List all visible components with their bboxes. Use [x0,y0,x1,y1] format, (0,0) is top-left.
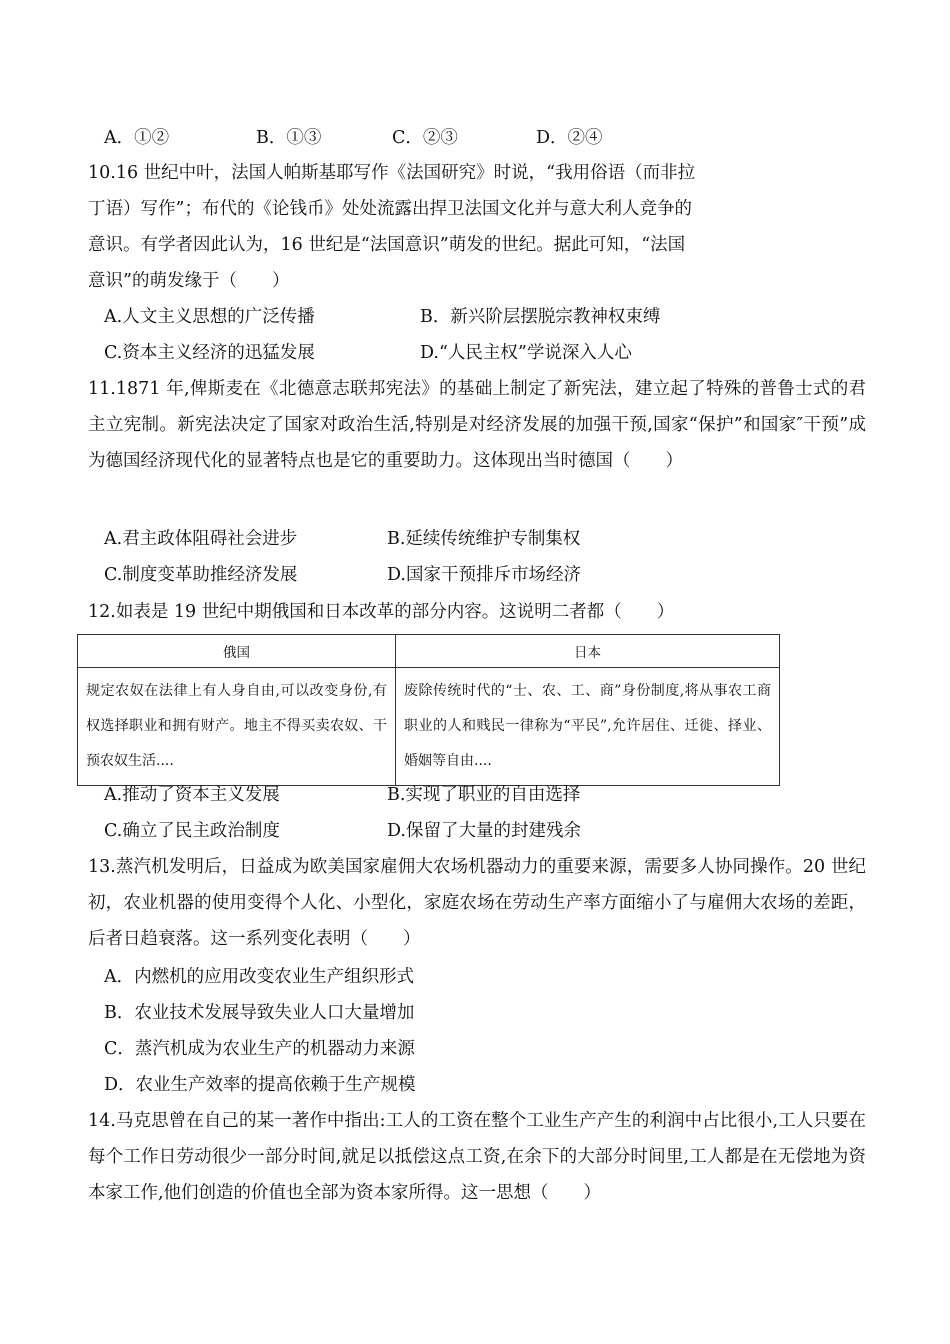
q10-option-c[interactable]: C.资本主义经济的迅猛发展 [104,343,315,363]
q13-option-d[interactable]: D．农业生产效率的提高依赖于生产规模 [104,1075,416,1095]
q13-option-c[interactable]: C．蒸汽机成为农业生产的机器动力来源 [104,1039,415,1059]
q9-option-a[interactable]: A．①② [104,128,170,148]
q10-option-b[interactable]: B．新兴阶层摆脱宗教神权束缚 [420,307,661,327]
q9-option-b[interactable]: B．①③ [256,128,322,148]
q12-option-c[interactable]: C.确立了民主政治制度 [104,821,280,841]
q11-option-a[interactable]: A.君主政体阻碍社会进步 [104,529,298,549]
table-cell-russia: 规定农奴在法律上有人身自由,可以改变身份,有权选择职业和拥有财产。地主不得买卖农奴、干预农奴生活.... [78,668,396,786]
q13-option-b[interactable]: B．农业技术发展导致失业人口大量增加 [104,1003,415,1023]
table-header-russia: 俄国 [78,635,396,668]
q10-stem-line-4: 意识”的萌发缘于（ ） [88,271,290,291]
q11-option-b[interactable]: B.延续传统维护专制集权 [387,529,581,549]
q10-option-d[interactable]: D.“人民主权”学说深入人心 [420,343,632,363]
table-cell-japan: 废除传统时代的“士、农、工、商”身份制度,将从事农工商职业的人和贱民一律称为“平民”,允许居住、迁徙、择业、婚姻等自由.... [396,668,780,786]
q11-option-d[interactable]: D.国家干预排斥市场经济 [387,565,581,585]
q12-option-d[interactable]: D.保留了大量的封建残余 [387,821,581,841]
q12-option-a[interactable]: A.推动了资本主义发展 [104,785,280,805]
q14-stem: 14.马克思曾在自己的某一著作中指出:工人的工资在整个工业生产产生的利润中占比很小,工人只要在每个工作日劳动很少一部分时间,就足以抵偿这点工资,在余下的大部分时间里,工人都是在无偿地为资本家工作,他们创造的价值也全部为资本家所得。这一思想（ ） [88,1111,866,1203]
q11-stem: 11.1871 年,俾斯麦在《北德意志联邦宪法》的基础上制定了新宪法，建立起了特殊的普鲁士式的君主立宪制。新宪法决定了国家对政治生活,特别是对经济发展的加强干预,国家“保护”和国家″干预”成为德国经济现代化的显著特点也是它的重要助力。这体现出当时德国（ ） [88,379,866,471]
table-header-row [78,635,780,668]
q10-option-a[interactable]: A.人文主义思想的广泛传播 [104,307,315,327]
q11-option-c[interactable]: C.制度变革助推经济发展 [104,565,298,585]
q12-reform-table [77,634,780,786]
table-header-japan: 日本 [396,635,780,668]
q12-option-b[interactable]: B.实现了职业的自由选择 [387,785,581,805]
table-row [78,668,780,786]
q9-option-d[interactable]: D．②④ [536,128,603,148]
q13-stem: 13.蒸汽机发明后，日益成为欧美国家雇佣大农场机器动力的重要来源，需要多人协同操作。20 世纪初，农业机器的使用变得个人化、小型化，家庭农场在劳动生产率方面缩小了与雇佣大农场的差距，后者日趋衰落。这一系列变化表明（ ） [88,857,866,949]
q10-stem-line-1: 10.16 世纪中叶，法国人帕斯基耶写作《法国研究》时说，“我用俗语（而非拉 [88,163,696,183]
q10-stem-line-2: 丁语）写作”；布代的《论钱币》处处流露出捍卫法国文化并与意大利人竞争的 [88,199,692,219]
q12-stem: 12.如表是 19 世纪中期俄国和日本改革的部分内容。这说明二者都（ ） [88,602,675,622]
q13-option-a[interactable]: A．内燃机的应用改变农业生产组织形式 [104,967,415,987]
q10-stem-line-3: 意识。有学者因此认为，16 世纪是“法国意识”萌发的世纪。据此可知，“法国 [88,235,686,255]
q9-option-c[interactable]: C．②③ [392,128,458,148]
